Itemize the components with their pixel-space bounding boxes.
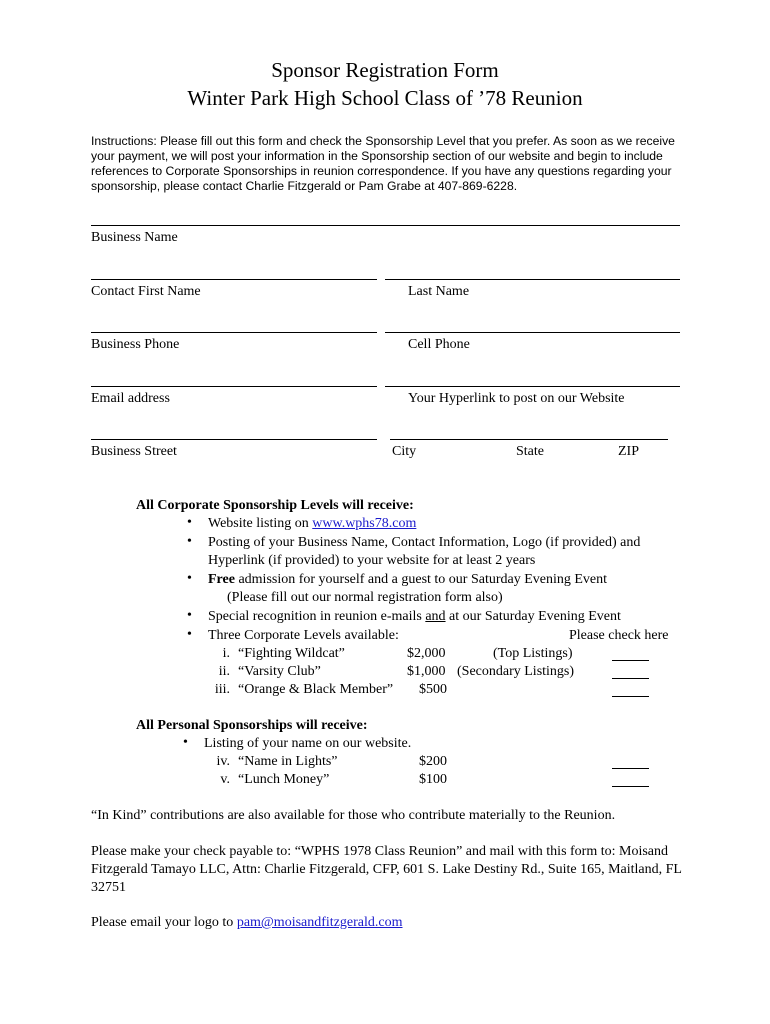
free-rest: admission for yourself and a guest to our Saturday Evening Event (234, 572, 608, 587)
business-phone-field[interactable] (91, 332, 377, 333)
website-listing-item (208, 515, 416, 533)
business-phone-label: Business Phone (91, 337, 180, 352)
three-levels-label: Three Corporate Levels available: (208, 628, 399, 643)
level-number: iv. (216, 754, 230, 769)
posting-line-2: Hyperlink (if provided) to your website for at least 2 years (208, 553, 536, 568)
recognition-item (208, 608, 621, 626)
business-street-label: Business Street (91, 444, 177, 459)
free-bold: Free (208, 572, 235, 587)
level-number: iii. (214, 682, 230, 697)
bullet-dot: • (187, 571, 192, 586)
level-name: “Lunch Money” (238, 772, 330, 787)
corporate-heading: All Corporate Sponsorship Levels will receive: (136, 498, 414, 513)
posting-line-1: Posting of your Business Name, Contact Information, Logo (if provided) and (208, 535, 641, 550)
level-name: “Fighting Wildcat” (238, 646, 345, 661)
payment-instructions: Please make your check payable to: “WPHS 1978 Class Reunion” and mail with this form to: Moisand Fitzgerald Tamayo LLC, Attn: Charlie Fitzgerald, CFP, 601 S. Lake Destiny Rd., Suite 165, Maitland, FL 32751 (91, 844, 682, 895)
form-title: Sponsor Registration Form (271, 58, 499, 82)
free-admission-item (208, 571, 607, 589)
form-subtitle: Winter Park High School Class of ’78 Reunion (187, 86, 583, 110)
level-price: $100 (419, 772, 447, 787)
level-number: v. (220, 772, 230, 787)
business-street-field[interactable] (91, 439, 377, 440)
orange-black-check[interactable] (612, 696, 649, 697)
contact-first-name-label: Contact First Name (91, 284, 201, 299)
instructions-text: Instructions: Please fill out this form and check the Sponsorship Level that you prefer. As soon as we receive your payment, we will post your information in the Sponsorship section of our website and begin to include references to Corporate Sponsorships in reunion correspondence. If you have any questions regarding your sponsorship, please contact Charlie Fitzgerald or Pam Grabe at 407-869-6228. (91, 134, 675, 193)
level-price: $500 (419, 682, 447, 697)
level-number: i. (222, 646, 230, 661)
city-state-zip-field[interactable] (390, 439, 668, 440)
bullet-dot: • (187, 608, 192, 623)
level-price: $2,000 (407, 646, 446, 661)
in-kind-text: “In Kind” contributions are also available for those who contribute materially to the Reunion. (91, 808, 616, 823)
bullet-dot: • (187, 534, 192, 549)
recognition-suffix: at our Saturday Evening Event (445, 609, 621, 624)
level-name: “Name in Lights” (238, 754, 338, 769)
business-name-field[interactable] (91, 225, 680, 226)
email-logo-line (91, 914, 691, 932)
website-link[interactable]: www.wphs78.com (312, 516, 417, 531)
level-number: ii. (218, 664, 230, 679)
level-price: $200 (419, 754, 447, 769)
fighting-wildcat-check[interactable] (612, 660, 649, 661)
personal-heading: All Personal Sponsorships will receive: (136, 718, 368, 733)
bullet-dot: • (187, 515, 192, 530)
email-address-label: Email address (91, 391, 170, 406)
personal-listing-item: Listing of your name on our website. (204, 736, 412, 751)
city-label: City (392, 444, 417, 459)
zip-label: ZIP (618, 444, 639, 459)
level-name: “Varsity Club” (238, 664, 321, 679)
level-note: (Secondary Listings) (457, 664, 575, 679)
free-admission-note: (Please fill out our normal registration form also) (227, 590, 503, 605)
level-price: $1,000 (407, 664, 446, 679)
hyperlink-field[interactable] (385, 386, 680, 387)
contact-first-name-field[interactable] (91, 279, 377, 280)
lunch-money-check[interactable] (612, 786, 649, 787)
business-name-label: Business Name (91, 230, 178, 245)
website-listing-text: Website listing on (208, 516, 313, 531)
email-logo-text: Please email your logo to (91, 915, 237, 930)
name-in-lights-check[interactable] (612, 768, 649, 769)
last-name-field[interactable] (385, 279, 680, 280)
state-label: State (516, 444, 544, 459)
level-name: “Orange & Black Member” (238, 682, 394, 697)
varsity-club-check[interactable] (612, 678, 649, 679)
bullet-dot: • (187, 627, 192, 642)
bullet-dot: • (183, 735, 188, 750)
email-address-field[interactable] (91, 386, 377, 387)
cell-phone-label: Cell Phone (408, 337, 470, 352)
please-check-label: Please check here (569, 628, 669, 643)
recognition-and: and (425, 609, 446, 624)
recognition-prefix: Special recognition in reunion e-mails (208, 609, 426, 624)
email-link[interactable]: pam@moisandfitzgerald.com (236, 915, 403, 930)
cell-phone-field[interactable] (385, 332, 680, 333)
level-note: (Top Listings) (493, 646, 573, 661)
hyperlink-label: Your Hyperlink to post on our Website (408, 391, 625, 406)
last-name-label: Last Name (408, 284, 470, 299)
